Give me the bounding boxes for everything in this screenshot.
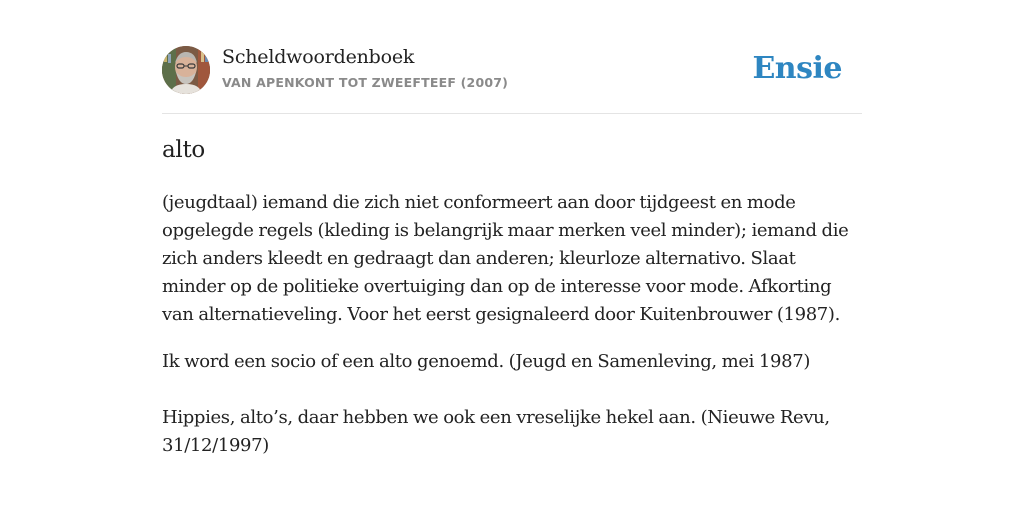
header-divider [162, 113, 862, 114]
author-portrait-icon [162, 46, 210, 94]
headword: alto [162, 137, 205, 163]
definition-text: (jeugdtaal) iemand die zich niet conformeert aan door tijdgeest en mode opgelegde regels (kleding is belangrijk maar merken veel minder); iemand die zich anders kleedt en gedraagt dan anderen; kleurloze alternativo. Slaat minder op de politieke overtuiging dan op de interesse voor mode. Afkorting van alternatieveling. Voor het eerst gesignaleerd door Kuitenbrouwer (1987). [162, 192, 849, 325]
source-subtitle: VAN APENKONT TOT ZWEEFTEEF (2007) [222, 75, 509, 90]
quote-1: Ik word een socio of een alto genoemd. (Jeugd en Samenleving, mei 1987) [162, 351, 811, 372]
quote-2: Hippies, alto’s, daar hebben we ook een vreselijke hekel aan. (Nieuwe Revu, 31/12/1997) [162, 407, 830, 456]
source-title[interactable]: Scheldwoordenboek [222, 46, 415, 68]
brand-logo[interactable]: Ensie [752, 51, 842, 86]
author-avatar[interactable] [162, 46, 210, 94]
source-header [162, 46, 862, 96]
